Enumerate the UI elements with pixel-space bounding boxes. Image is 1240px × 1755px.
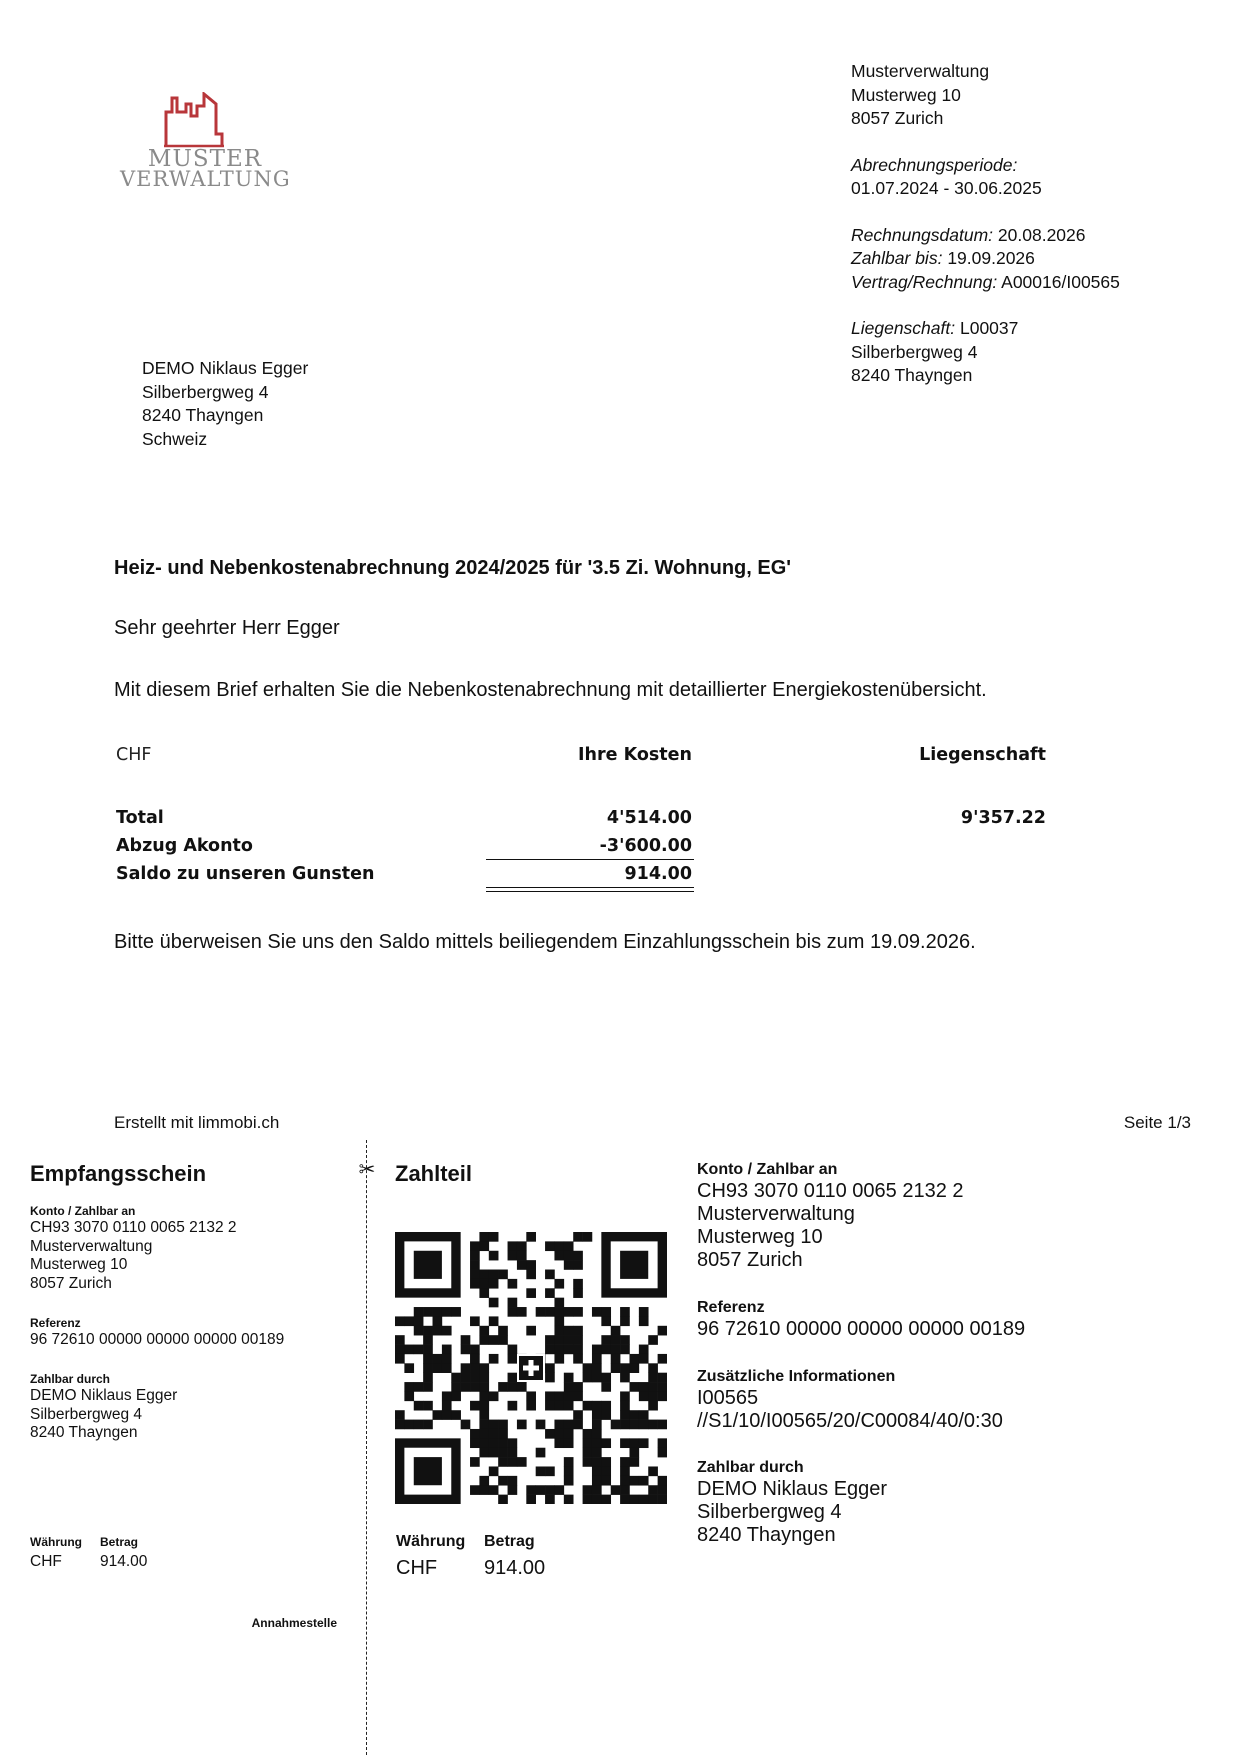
- row-total-label: Total: [116, 808, 164, 828]
- row-total-property: 9'357.22: [960, 808, 1046, 828]
- sender-block: [851, 60, 1120, 388]
- page-number: Seite 1/3: [1123, 1113, 1191, 1132]
- perforation-line: [366, 1140, 367, 1755]
- payment-account: [697, 1180, 964, 1272]
- sum-rule: [486, 859, 694, 860]
- company-logo: [120, 92, 290, 202]
- scissors-icon: ✂: [358, 1159, 376, 1181]
- recipient-city: 8240 Thayngen: [142, 405, 264, 425]
- receipt-payer-label: Zahlbar durch: [30, 1372, 111, 1386]
- receipt-iban: CH93 3070 0110 0065 2132 2: [30, 1219, 237, 1236]
- row-total-costs: 4'514.00: [606, 808, 692, 828]
- receipt-amount: 914.00: [100, 1553, 148, 1570]
- payment-reference: 96 72610 00000 00000 00000 00189: [697, 1318, 1026, 1340]
- payment-account-label: Konto / Zahlbar an: [697, 1161, 838, 1178]
- receipt-creditor-city: 8057 Zurich: [30, 1274, 112, 1292]
- payment-reference-label: Referenz: [697, 1299, 765, 1316]
- due-date-value: 19.09.2026: [947, 248, 1035, 268]
- recipient-street: Silberbergweg 4: [142, 381, 269, 402]
- period-value: 01.07.2024 - 30.06.2025: [851, 178, 1042, 198]
- receipt-account-label: Konto / Zahlbar an: [30, 1204, 136, 1218]
- sender-city: 8057 Zurich: [851, 108, 944, 128]
- payment-currency: CHF: [396, 1557, 438, 1579]
- row-deposit-costs: -3'600.00: [599, 836, 692, 856]
- receipt-reference: 96 72610 00000 00000 00000 00189: [30, 1331, 285, 1348]
- receipt-acceptance-point: Annahmestelle: [251, 1616, 337, 1630]
- receipt-amount-label: Betrag: [100, 1535, 139, 1549]
- property-label: Liegenschaft:: [851, 318, 956, 338]
- receipt-reference-label: Referenz: [30, 1316, 81, 1330]
- receipt-account: [30, 1219, 237, 1293]
- receipt-currency: CHF: [30, 1553, 62, 1570]
- swiss-qr-code: [395, 1232, 667, 1504]
- row-deposit-label: Abzug Akonto: [116, 836, 253, 856]
- payment-payer-label: Zahlbar durch: [697, 1459, 804, 1476]
- invoice-date-value: 20.08.2026: [997, 224, 1086, 245]
- letter-closing: Bitte überweisen Sie uns den Saldo mittels beiliegendem Einzahlungsschein bis zum 19.09.2026.: [114, 931, 976, 953]
- letter-intro: Mit diesem Brief erhalten Sie die Nebenkostenabrechnung mit detaillierter Energiekostenübersicht.: [114, 679, 987, 701]
- sender-name: Musterverwaltung: [851, 61, 990, 81]
- receipt-currency-label: Währung: [30, 1535, 82, 1549]
- logo-text-line1: MUSTER: [147, 146, 263, 172]
- payment-info-line2: //S1/10/I00565/20/C00084/40/0:30: [697, 1410, 1003, 1432]
- payment-payer-city: 8240 Thayngen: [697, 1524, 836, 1546]
- contract-value: A00016/I00565: [1001, 271, 1120, 292]
- double-rule-top: [486, 887, 694, 888]
- receipt-payer-name: DEMO Niklaus Egger: [30, 1387, 178, 1404]
- recipient-country: Schweiz: [142, 428, 208, 449]
- recipient-address: [142, 357, 308, 451]
- payment-creditor-street: Musterweg 10: [697, 1226, 823, 1248]
- payment-info-line1: I00565: [697, 1387, 759, 1409]
- recipient-name: DEMO Niklaus Egger: [142, 358, 309, 378]
- payment-part-title: Zahlteil: [395, 1161, 473, 1186]
- payment-amount-label: Betrag: [484, 1533, 535, 1550]
- table-header-your-costs: Ihre Kosten: [578, 745, 692, 765]
- payment-payer: [697, 1478, 887, 1547]
- receipt-payer-city: 8240 Thayngen: [30, 1424, 138, 1441]
- receipt-payer: [30, 1387, 177, 1443]
- payment-info: [697, 1387, 1003, 1433]
- building-skyline-icon: [164, 92, 246, 148]
- contract-label: Vertrag/Rechnung:: [851, 271, 998, 292]
- payment-amount: 914.00: [484, 1557, 546, 1579]
- payment-creditor-name: Musterverwaltung: [697, 1203, 855, 1225]
- double-rule-bottom: [486, 891, 694, 892]
- footer-created-with: Erstellt mit limmobi.ch: [114, 1113, 280, 1132]
- payment-iban: CH93 3070 0110 0065 2132 2: [697, 1180, 964, 1202]
- row-balance-costs: 914.00: [624, 864, 692, 884]
- due-date-label: Zahlbar bis:: [851, 248, 943, 268]
- period-label: Abrechnungsperiode:: [851, 154, 1018, 175]
- sender-street: Musterweg 10: [851, 84, 961, 105]
- payment-payer-name: DEMO Niklaus Egger: [697, 1478, 888, 1500]
- property-city: 8240 Thayngen: [851, 365, 973, 385]
- table-header-property: Liegenschaft: [919, 745, 1046, 765]
- property-value: L00037: [959, 318, 1019, 338]
- table-header-currency: CHF: [116, 745, 152, 765]
- row-balance-label: Saldo zu unseren Gunsten: [116, 864, 375, 884]
- receipt-payer-street: Silberbergweg 4: [30, 1405, 143, 1423]
- receipt-creditor-name: Musterverwaltung: [30, 1237, 153, 1255]
- letter-subject: Heiz- und Nebenkostenabrechnung 2024/2025 für '3.5 Zi. Wohnung, EG': [114, 557, 792, 579]
- invoice-date-label: Rechnungsdatum:: [851, 224, 994, 245]
- payment-currency-label: Währung: [396, 1533, 466, 1550]
- payment-creditor-city: 8057 Zurich: [697, 1249, 803, 1271]
- payment-info-label: Zusätzliche Informationen: [697, 1368, 896, 1385]
- letter-salutation: Sehr geehrter Herr Egger: [114, 617, 340, 639]
- property-street: Silberbergweg 4: [851, 341, 978, 362]
- receipt-creditor-street: Musterweg 10: [30, 1256, 128, 1273]
- payment-payer-street: Silberbergweg 4: [697, 1501, 842, 1523]
- logo-text-line2: VERWALTUNG: [120, 167, 291, 191]
- receipt-title: Empfangsschein: [30, 1161, 207, 1186]
